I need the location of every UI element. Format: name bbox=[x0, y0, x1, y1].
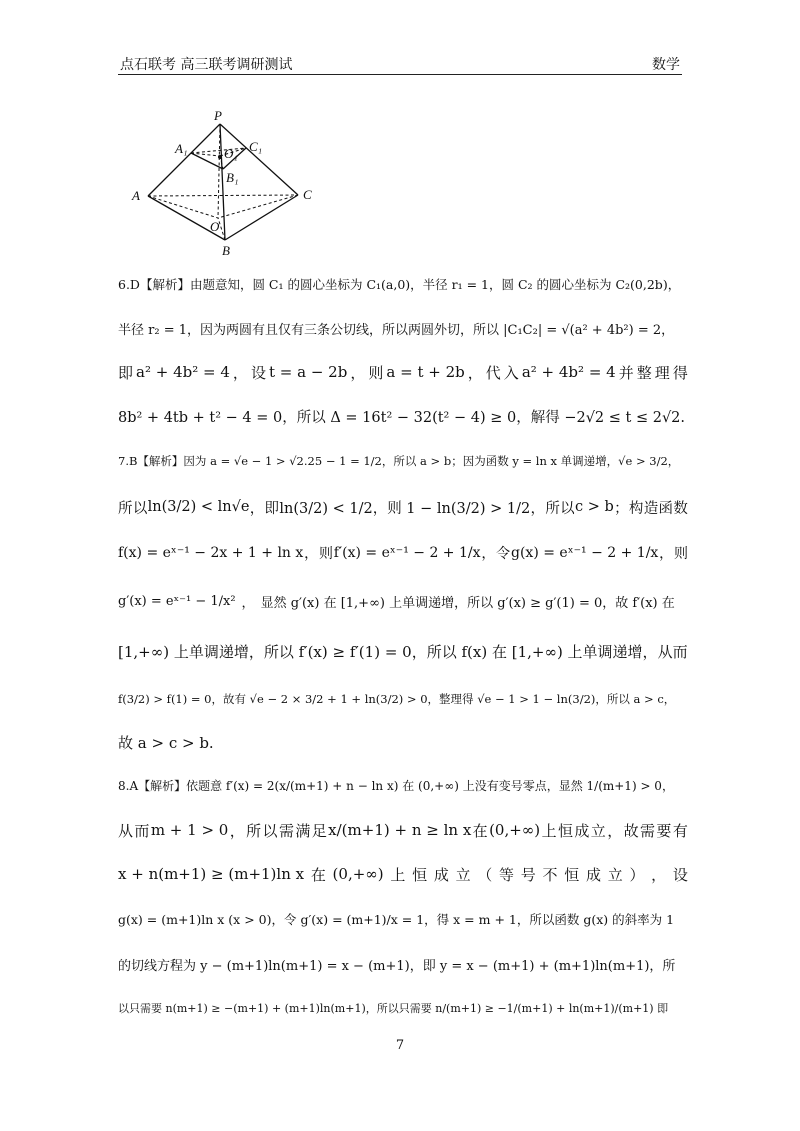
line-segment: 并 bbox=[618, 363, 634, 382]
line-segment: 上 bbox=[390, 865, 406, 884]
page-number: 7 bbox=[395, 1038, 405, 1053]
line-segment: ） bbox=[629, 865, 645, 884]
line-segment: 以 bbox=[132, 500, 148, 517]
line-segment: 不 bbox=[542, 865, 558, 884]
hidden-ao bbox=[148, 196, 218, 218]
line-text: f(3/2) > f(1) = 0，故有 √e − 2 × 3/2 + 1 + ln(3/2) > 0，整理得 √e − 1 > 1 − ln(3/2)，所以 a > c， bbox=[118, 692, 676, 706]
line-segment: ， bbox=[249, 500, 265, 517]
line-segment: 则 bbox=[368, 363, 384, 382]
line-segment: 需 bbox=[278, 821, 294, 840]
solution-7 bbox=[118, 438, 688, 762]
solution-body bbox=[118, 262, 688, 1030]
line-segment: 代 bbox=[485, 363, 501, 382]
hidden-co bbox=[218, 195, 298, 218]
line-segment: g(x) = eˣ⁻¹ − 2 + 1/x bbox=[511, 545, 659, 561]
line-segment: 构 bbox=[628, 500, 644, 517]
text-line bbox=[118, 530, 688, 576]
text-line bbox=[118, 986, 688, 1030]
text-line bbox=[118, 438, 688, 484]
text-line bbox=[118, 394, 688, 438]
text-line bbox=[118, 762, 688, 808]
line-segment: 数 bbox=[673, 500, 688, 517]
line-segment: ln(3/2) < 1/2，则 1 − ln(3/2) > 1/2 bbox=[279, 500, 531, 517]
text-line bbox=[118, 852, 688, 896]
line-segment: ， bbox=[651, 865, 667, 884]
line-segment: 有 bbox=[672, 821, 688, 840]
line-text: 8b² + 4tb + t² − 4 = 0，所以 Δ = 16t² − 32(t² − 4) ≥ 0，解得 −2√2 ≤ t ≤ 2√2. bbox=[118, 409, 686, 426]
pyramid-figure bbox=[128, 108, 328, 258]
line-segment: ln(3/2) < ln√e bbox=[147, 499, 250, 515]
line-segment: 号 bbox=[520, 865, 536, 884]
line-segment: x/(m+1) + n ≥ ln x bbox=[328, 821, 472, 839]
text-line bbox=[118, 896, 688, 942]
line-segment: ， bbox=[467, 363, 483, 382]
line-segment: 故 bbox=[623, 821, 639, 840]
line-segment: 即 bbox=[264, 500, 280, 517]
line-segment: 所 bbox=[545, 500, 560, 517]
text-line bbox=[118, 306, 688, 350]
solution-6 bbox=[118, 262, 688, 438]
line-segment: t = a − 2b bbox=[268, 363, 348, 381]
line-segment: 整 bbox=[636, 363, 652, 382]
line-segment: 需 bbox=[640, 821, 656, 840]
line-segment: 足 bbox=[311, 821, 327, 840]
solution-8 bbox=[118, 762, 688, 1030]
line-text: 6.D【解析】由题意知，圆 C₁ 的圆心坐标为 C₁(a,0)，半径 r₁ = 1，圆 C₂ 的圆心坐标为 C₂(0,2b)， bbox=[118, 277, 681, 292]
line-text: 故 a > c > b. bbox=[118, 733, 214, 752]
line-segment: 从 bbox=[118, 821, 134, 840]
line-segment: (0,+∞) bbox=[332, 865, 384, 883]
line-segment: （ bbox=[477, 865, 493, 884]
line-segment: x + n(m+1) ≥ (m+1)ln x bbox=[118, 865, 305, 883]
line-segment: 则 bbox=[318, 546, 333, 562]
text-line bbox=[118, 808, 688, 852]
line-segment: ， bbox=[659, 546, 674, 562]
header-title: 点石联考 高三联考调研测试 bbox=[120, 57, 293, 73]
text-line bbox=[118, 626, 688, 676]
text-line bbox=[118, 350, 688, 394]
label-c1: C₁ bbox=[249, 139, 263, 154]
line-segment: 以 bbox=[262, 821, 278, 840]
line-text: 半径 r₂ = 1，因为两圆有且仅有三条公切线，所以两圆外切，所以 |C₁C₂| = √(a² + 4b²) = 2， bbox=[118, 322, 675, 338]
line-text: 的切线方程为 y − (m+1)ln(m+1) = x − (m+1)，即 y = x − (m+1) + (m+1)ln(m+1)，所 bbox=[118, 958, 676, 974]
line-segment: ， bbox=[607, 821, 623, 840]
edge-pb bbox=[220, 124, 225, 240]
line-segment: (0,+∞) bbox=[489, 821, 541, 839]
edge-pa bbox=[148, 124, 220, 196]
line-segment: a² + 4b² = 4 bbox=[521, 363, 616, 381]
line-segment: ， bbox=[530, 500, 546, 517]
line-segment: 立 bbox=[455, 865, 471, 884]
header-subject: 数学 bbox=[652, 57, 680, 73]
line-segment: 成 bbox=[585, 865, 601, 884]
line-text: [1,+∞) 上单调递增，所以 f′(x) ≥ f′(1) = 0，所以 f(x) 在 [1,+∞) 上单调递增，从而 bbox=[118, 642, 688, 661]
line-segment: g′(x) = eˣ⁻¹ − 1/x² bbox=[118, 593, 236, 609]
line-segment: 而 bbox=[134, 821, 150, 840]
line-segment: a = t + 2b bbox=[386, 363, 465, 381]
edge-a1b1 bbox=[191, 153, 223, 169]
line-segment: 设 bbox=[250, 363, 266, 382]
edge-cb bbox=[225, 195, 298, 240]
line-segment: f(x) = eˣ⁻¹ − 2x + 1 + ln x bbox=[118, 545, 304, 561]
label-o1: O₁ bbox=[224, 146, 238, 161]
line-segment: 立 bbox=[607, 865, 623, 884]
line-segment: 恒 bbox=[557, 821, 573, 840]
hidden-po bbox=[218, 124, 220, 218]
line-segment: ， bbox=[350, 363, 366, 382]
line-segment: 立 bbox=[590, 821, 606, 840]
line-segment: c > b bbox=[574, 499, 614, 515]
line-segment: 上 bbox=[541, 821, 557, 840]
line-segment: ； bbox=[614, 500, 629, 517]
text-line bbox=[118, 942, 688, 986]
label-a: A bbox=[132, 188, 140, 203]
line-segment: 得 bbox=[672, 363, 688, 382]
line-segment: ， bbox=[304, 546, 319, 562]
line-segment: 所 bbox=[118, 500, 133, 517]
label-a1: A₁ bbox=[175, 141, 188, 156]
line-segment: 以 bbox=[560, 500, 575, 517]
text-line bbox=[118, 576, 688, 626]
line-segment: 造 bbox=[643, 500, 659, 517]
point-o1 bbox=[218, 155, 222, 159]
label-c: C bbox=[303, 187, 312, 202]
label-o: O bbox=[210, 219, 220, 234]
line-text: g(x) = (m+1)ln x (x > 0)，令 g′(x) = (m+1)/x = 1，得 x = m + 1，所以函数 g(x) 的斜率为 1 bbox=[118, 912, 675, 927]
text-line bbox=[118, 676, 688, 722]
line-segment: 令 bbox=[496, 546, 511, 562]
label-b1: B₁ bbox=[226, 170, 239, 185]
line-text: 8.A【解析】依题意 f′(x) = 2(x/(m+1) + n − ln x) 在 (0,+∞) 上没有变号零点，显然 1/(m+1) > 0， bbox=[118, 778, 674, 793]
line-segment: 等 bbox=[499, 865, 515, 884]
line-text: 7.B【解析】因为 a = √e − 1 > √2.25 − 1 = 1/2，所以 a > b；因为函数 y = ln x 单调递增，√e > 3/2， bbox=[118, 454, 680, 468]
line-segment: 入 bbox=[503, 363, 519, 382]
line-segment: 显然 g′(x) 在 [1,+∞) 上单调递增，所以 g′(x) ≥ g′(1) = 0，故 f′(x) 在 bbox=[260, 595, 675, 611]
text-line bbox=[118, 484, 688, 530]
line-segment: m + 1 > 0 bbox=[150, 821, 229, 839]
line-segment: ， bbox=[241, 595, 255, 611]
line-segment: ， bbox=[481, 546, 496, 562]
line-segment: ， bbox=[229, 821, 245, 840]
line-segment: 恒 bbox=[412, 865, 428, 884]
line-segment: 即 bbox=[118, 363, 134, 382]
line-segment: 成 bbox=[433, 865, 449, 884]
line-segment: 在 bbox=[310, 865, 326, 884]
text-line bbox=[118, 262, 688, 306]
line-segment: f′(x) = eˣ⁻¹ − 2 + 1/x bbox=[333, 545, 481, 561]
line-segment: 则 bbox=[673, 546, 688, 562]
line-segment: 要 bbox=[656, 821, 672, 840]
text-line bbox=[118, 722, 688, 762]
line-segment: 在 bbox=[472, 821, 488, 840]
line-segment: 设 bbox=[672, 865, 688, 884]
line-segment: ， bbox=[232, 363, 248, 382]
line-segment: a² + 4b² = 4 bbox=[136, 363, 230, 381]
label-b: B bbox=[222, 243, 230, 258]
label-p: P bbox=[214, 108, 222, 123]
line-segment: 成 bbox=[574, 821, 590, 840]
line-text: 以只需要 n(m+1) ≥ −(m+1) + (m+1)ln(m+1)，所以只需要 n/(m+1) ≥ −1/(m+1) + ln(m+1)/(m+1) 即 bbox=[118, 1002, 669, 1015]
line-segment: 满 bbox=[295, 821, 311, 840]
line-segment: 恒 bbox=[564, 865, 580, 884]
line-segment: 理 bbox=[654, 363, 670, 382]
page-header bbox=[118, 52, 682, 75]
line-segment: 函 bbox=[658, 500, 674, 517]
line-segment: 所 bbox=[246, 821, 262, 840]
